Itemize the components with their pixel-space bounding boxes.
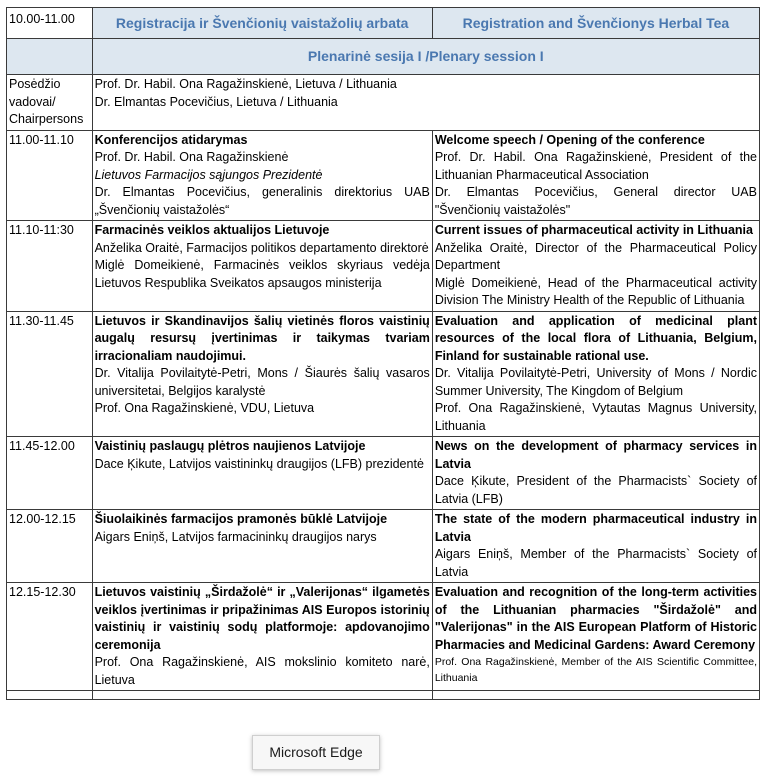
speaker-line: Dr. Vitalija Povilaitytė-Petri, Mons / Šiaurės šalių vasaros universitetai, Belgijos karalystė [94, 366, 430, 398]
en-cell [432, 437, 759, 510]
program-row [7, 130, 760, 221]
en-title: Evaluation and recognition of the long-term activities of the Lithuanian pharmacies "Širdažolė" and "Valerijonas" in the AIS European Platform of Historic Pharmacies and Medicinal Gardens: Award Ceremony [434, 585, 757, 652]
en-cell [432, 221, 759, 312]
edge-tooltip: Microsoft Edge [252, 735, 380, 770]
speaker-role-line: Lietuvos Farmacijos sąjungos Prezidentė [94, 167, 323, 182]
program-table [6, 7, 760, 700]
speaker-line: Dr. Elmantas Pocevičius, generalinis direktorius UAB „Švenčionių vaistažolės“ [94, 185, 430, 217]
time-cell: 11.30-11.45 [7, 311, 93, 437]
speaker-line: Prof. Ona Ragažinskienė, VDU, Lietuva [94, 401, 315, 415]
registration-en-heading: Registration and Švenčionys Herbal Tea [432, 8, 759, 39]
registration-lt-heading: Registracija ir Švenčionių vaistažolių arbata [92, 8, 432, 39]
lt-title: Lietuvos vaistinių „Širdažolė“ ir „Valerijonas“ ilgametės veiklos įvertinimas ir pripažinimas AIS Europos istorinių vaistinių ir vaistinių sodų platformoje: apdovanojimo ceremonija [94, 585, 430, 652]
chairpersons-label: Posėdžio vadovai/ Chairpersons [7, 75, 93, 131]
lt-cell [92, 221, 432, 312]
speaker-line: Aigars Eniņš, Latvijos farmacininkų draugijos narys [94, 529, 377, 544]
speaker-line: Prof. Ona Ragažinskienė, Vytautas Magnus University, Lithuania [434, 401, 757, 433]
speaker-line: Dace Ķikute, Latvijos vaistininkų draugijos (LFB) prezidentė [94, 456, 424, 471]
en-title: News on the development of pharmacy services in Latvia [434, 439, 757, 471]
lt-title: Farmacinės veiklos aktualijos Lietuvoje [94, 223, 330, 237]
speaker-line: Prof. Ona Ragažinskienė, AIS mokslinio komiteto narė, Lietuva [94, 655, 430, 687]
registration-row [7, 8, 760, 39]
en-title: The state of the modern pharmaceutical industry in Latvia [434, 512, 757, 544]
program-row [7, 311, 760, 437]
chairpersons-cell [92, 75, 759, 131]
time-cell: 11.00-11.10 [7, 130, 93, 221]
speaker-line: Miglė Domeikienė, Farmacinės veiklos skyriaus vedėja Lietuvos Respublika Sveikatos apsaugos ministerija [94, 258, 430, 290]
chairperson-line: Dr. Elmantas Pocevičius, Lietuva / Lithuania [94, 94, 338, 109]
lt-cell [92, 510, 432, 583]
en-cell [432, 311, 759, 437]
program-row [7, 221, 760, 312]
en-title: Evaluation and application of medicinal plant resources of the local flora of Lithuania, Belgium, Finland for sustainable rational use. [434, 313, 757, 363]
program-row [7, 583, 760, 691]
speaker-line: Aigars Eniņš, Member of the Pharmacists` Society of Latvia [434, 547, 757, 579]
next-row-cut [7, 691, 760, 700]
en-cell [432, 510, 759, 583]
program-row [7, 510, 760, 583]
speaker-line: Prof. Ona Ragažinskienė, Member of the AIS Scientific Committee, Lithuania [434, 656, 757, 684]
speaker-line: Dace Ķikute, President of the Pharmacists` Society of Latvia (LFB) [434, 474, 757, 506]
lt-title: Šiuolaikinės farmacijos pramonės būklė Latvijoje [94, 512, 388, 526]
lt-cell [92, 130, 432, 221]
speaker-line: Anželika Oraitė, Director of the Pharmaceutical Policy Department [434, 240, 757, 272]
plenary-row [7, 39, 760, 75]
time-cell: 12.15-12.30 [7, 583, 93, 691]
speaker-line: Dr. Vitalija Povilaitytė-Petri, University of Mons / Nordic Summer University, The Kingdom of Belgium [434, 366, 757, 398]
time-cell: 12.00-12.15 [7, 510, 93, 583]
en-cell [432, 130, 759, 221]
lt-cell [92, 583, 432, 691]
time-cell: 11.45-12.00 [7, 437, 93, 510]
time-cell: 10.00-11.00 [7, 8, 93, 39]
en-cell [432, 583, 759, 691]
speaker-line: Dr. Elmantas Pocevičius, General director UAB "Švenčionių vaistažolės" [434, 185, 757, 217]
lt-title: Vaistinių paslaugų plėtros naujienos Latvijoje [94, 439, 366, 453]
plenary-session-title: Plenarinė sesija I /Plenary session I [92, 39, 759, 75]
plenary-blank-cell [7, 39, 93, 75]
time-cell: 11.10-11:30 [7, 221, 93, 312]
en-title: Current issues of pharmaceutical activity in Lithuania [434, 223, 753, 237]
chairperson-line: Prof. Dr. Habil. Ona Ragažinskienė, Lietuva / Lithuania [94, 77, 397, 91]
lt-title: Konferencijos atidarymas [94, 132, 248, 147]
speaker-line: Prof. Dr. Habil. Ona Ragažinskienė, President of the Lithuanian Pharmaceutical Association [434, 150, 757, 182]
lt-cell [92, 311, 432, 437]
lt-title: Lietuvos ir Skandinavijos šalių vietinės floros vaistinių augalų resursų įvertinimas ir taikymas tvariam irracionaliam naudojimui. [94, 313, 430, 363]
en-title: Welcome speech / Opening of the conference [434, 132, 705, 147]
speaker-line: Prof. Dr. Habil. Ona Ragažinskienė [94, 150, 289, 164]
program-row [7, 437, 760, 510]
chairpersons-row [7, 75, 760, 131]
speaker-line: Miglė Domeikienė, Head of the Pharmaceutical activity Division The Ministry Health of the Republic of Lithuania [434, 275, 757, 307]
lt-cell [92, 437, 432, 510]
speaker-line: Anželika Oraitė, Farmacijos politikos departamento direktorė [94, 240, 429, 255]
